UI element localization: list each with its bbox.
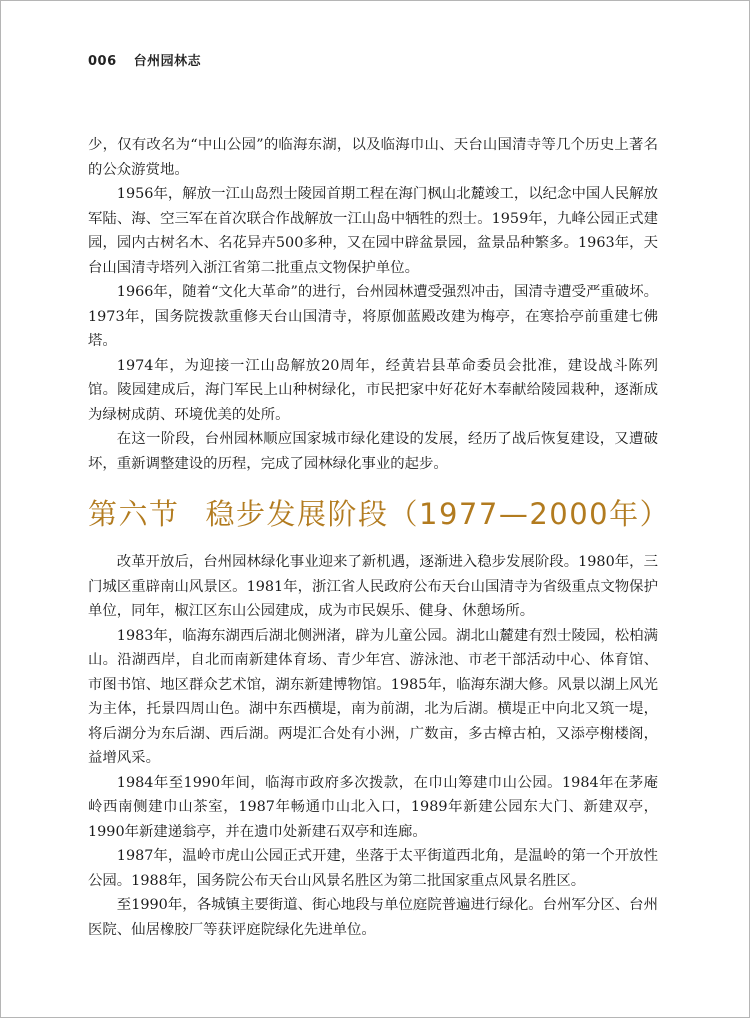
section-title: 稳步发展阶段（1977—2000年）: [205, 497, 671, 531]
page-number: 006: [88, 54, 117, 69]
paragraph: 1956年，解放一江山岛烈士陵园首期工程在海门枫山北麓竣工，以纪念中国人民解放军陆、海、空三军在首次联合作战解放一江山岛中牺牲的烈士。1959年，九峰公园正式建园，园内古树名木、名花异卉500多种，又在园中辟盆景园，盆景品种繁多。1963年，天台山国清寺塔列入浙江省第二批重点文物保护单位。: [88, 186, 658, 276]
paragraph: 1984年至1990年间，临海市政府多次拨款，在巾山筹建巾山公园。1984年在茅庵岭西南侧建巾山茶室，1987年畅通巾山北入口，1989年新建公园东大门、新建双亭，1990年新建递翁亭，并在遗巾处新建石双亭和连廊。: [88, 774, 658, 840]
paragraph: 1987年，温岭市虎山公园正式开建，坐落于太平街道西北角，是温岭的第一个开放性公园。1988年，国务院公布天台山风景名胜区为第二批国家重点风景名胜区。: [88, 848, 658, 889]
paragraph: 至1990年，各城镇主要街道、街心地段与单位庭院普遍进行绿化。台州军分区、台州医院、仙居橡胶厂等获评庭院绿化先进单位。: [88, 897, 658, 938]
paragraph: 1983年，临海东湖西后湖北侧洲渚，辟为儿童公园。湖北山麓建有烈士陵园，松柏满山。沿湖西岸，自北而南新建体育场、青少年宫、游泳池、市老干部活动中心、体育馆、市图书馆、地区群众艺术馆，湖东新建博物馆。1985年，临海东湖大修。风景以湖上风光为主体，托景四周山色。湖中东西横堤，南为前湖，北为后湖。横堤正中向北又筑一堤，将后湖分为东后湖、西后湖。两堤汇合处有小洲，广数亩，多古樟古柏，又添亭榭楼阁，益增风采。: [88, 627, 658, 766]
text-block-before-section: [88, 133, 658, 476]
paragraph: 在这一阶段，台州园林顺应国家城市绿化建设的发展，经历了战后恢复建设，又遭破坏，重新调整建设的历程，完成了园林绿化事业的起步。: [88, 431, 658, 472]
running-header: [88, 50, 201, 69]
paragraph: 1974年，为迎接一江山岛解放20周年，经黄岩县革命委员会批准，建设战斗陈列馆。陵园建成后，海门军民上山种树绿化，市民把家中好花好木奉献给陵园栽种，逐渐成为绿树成荫、环境优美的处所。: [88, 357, 658, 423]
text-block-after-section: [88, 550, 658, 942]
paragraph: 改革开放后，台州园林绿化事业迎来了新机遇，逐渐进入稳步发展阶段。1980年，三门城区重辟南山风景区。1981年，浙江省人民政府公布天台山国清寺为省级重点文物保护单位，同年，椒江区东山公园建成，成为市民娱乐、健身、休憩场所。: [88, 554, 658, 619]
paragraph: 1966年，随着“文化大革命”的进行，台州园林遭受强烈冲击，国清寺遭受严重破坏。1973年，国务院拨款重修天台山国清寺，将原伽蓝殿改建为梅亭，在寒拾亭前重建七佛塔。: [88, 284, 658, 349]
book-title: 台州园林志: [133, 54, 202, 69]
section-number: 第六节: [88, 497, 180, 531]
section-heading: [88, 492, 670, 533]
paragraph: 少，仅有改名为“中山公园”的临海东湖，以及临海巾山、天台山国清寺等几个历史上著名的公众游赏地。: [88, 137, 658, 178]
